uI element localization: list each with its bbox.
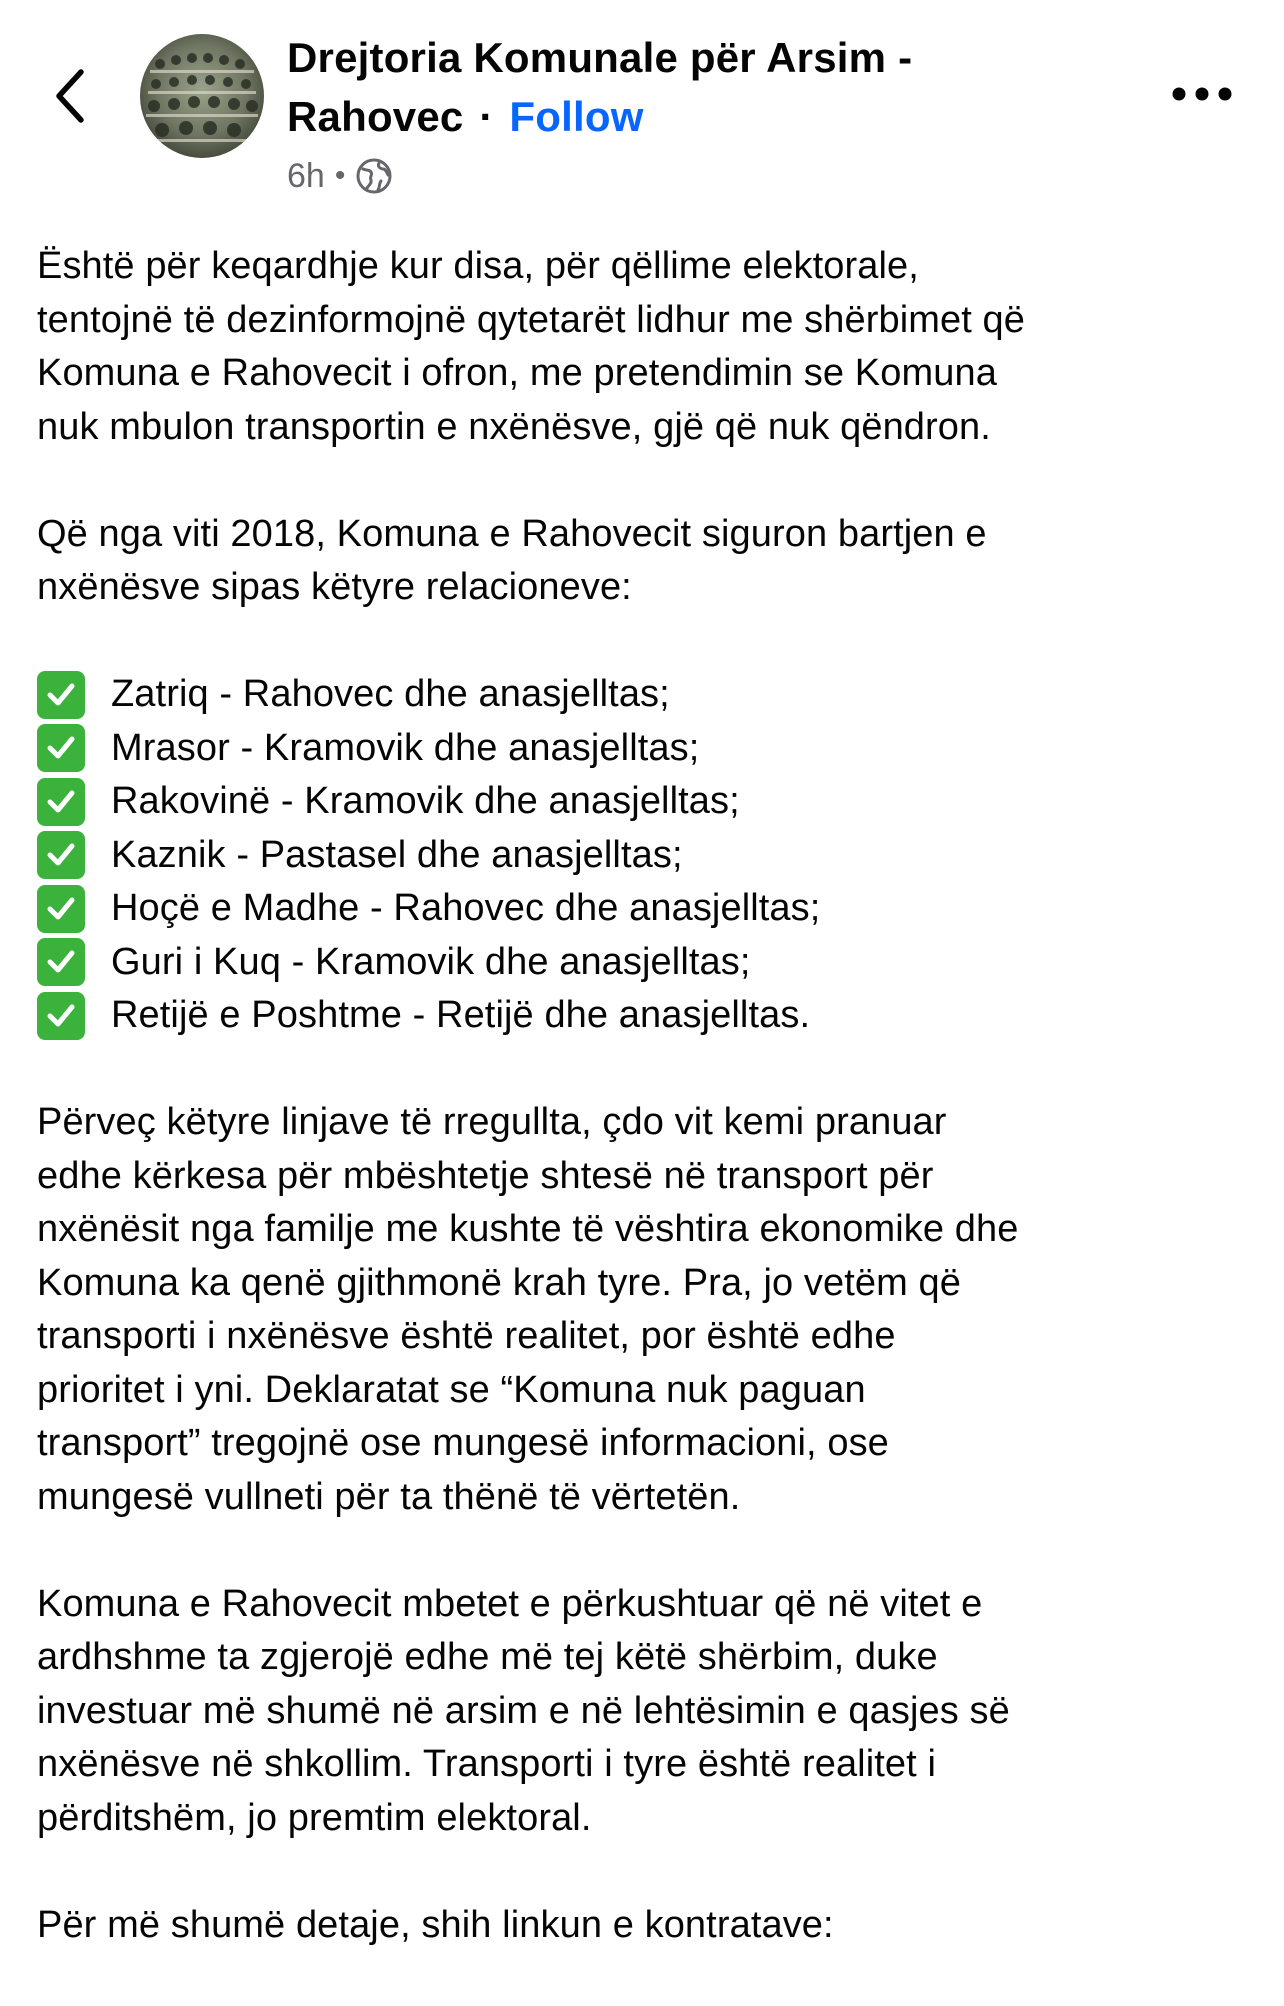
post-paragraph-1: Është për keqardhje kur disa, për qëllime elektorale, tentojnë të dezinformojnë qytetarët lidhur me shërbimet që Komuna e Rahovecit i ofron, me pretendimin se Komuna nuk mbulon transportin e nxënësve, gjë që nuk qëndron. [37, 245, 1026, 448]
page-name-line2[interactable]: Rahovec [287, 93, 464, 140]
route-item [37, 775, 1257, 829]
check-mark-icon [37, 831, 85, 879]
post-paragraph-3: Përveç këtyre linjave të rregullta, çdo vit kemi pranuar edhe kërkesa për mbështetje shtesë në transport për nxënësit nga familje me kushte të vështira ekonomike dhe Komuna ka qenë gjithmonë krah tyre. Pra, jo vetëm që transporti i nxënësve është realitet, por është edhe prioritet i yni. Deklaratat se “Komuna nuk paguan transport” tregojnë ose mungesë informacioni, ose mungesë vullneti për ta thënë të vërtetën. [37, 1101, 1019, 1518]
post-meta [287, 156, 1117, 196]
check-mark-icon [37, 938, 85, 986]
post-paragraph-2: Që nga viti 2018, Komuna e Rahovecit siguron bartjen e nxënësve sipas këtyre relacioneve: [37, 512, 987, 608]
route-label: Kaznik - Pastasel dhe anasjelltas; [111, 833, 683, 876]
route-item [37, 882, 1257, 936]
post-body [37, 240, 1257, 2006]
route-label: Mrasor - Kramovik dhe anasjelltas; [111, 726, 700, 769]
route-label: Zatriq - Rahovec dhe anasjelltas; [111, 673, 670, 715]
check-mark-icon [37, 671, 85, 719]
route-item [37, 989, 1257, 1043]
avatar-image [140, 34, 264, 158]
route-item [37, 936, 1257, 990]
check-mark-icon [37, 778, 85, 826]
meta-separator: • [334, 159, 346, 192]
check-mark-icon [37, 885, 85, 933]
post-paragraph-4: Komuna e Rahovecit mbetet e përkushtuar që në vitet e ardhshme ta zgjerojë edhe më tej këtë shërbim, duke investuar më shumë në arsim e në lehtësimin e qasjes së nxënësve në shkollim. Transporti i tyre është realitet i përditshëm, jo premtim elektoral. [37, 1582, 1010, 1839]
route-item [37, 722, 1257, 776]
more-options-button[interactable] [1164, 72, 1240, 116]
follow-button[interactable]: Follow [509, 93, 644, 140]
globe-icon [355, 157, 393, 195]
name-separator: · [479, 93, 494, 140]
check-mark-icon [37, 724, 85, 772]
route-list [37, 668, 1257, 1043]
page-avatar[interactable] [140, 34, 264, 158]
route-label: Guri i Kuq - Kramovik dhe anasjelltas; [111, 940, 751, 983]
route-item [37, 668, 1257, 722]
post-paragraph-5: Për më shumë detaje, shih linkun e kontratave: [37, 1903, 834, 1946]
route-label: Retijë e Poshtme - Retijë dhe anasjelltas. [111, 994, 811, 1036]
route-item [37, 829, 1257, 883]
page-name-line1[interactable]: Drejtoria Komunale për Arsim - [287, 34, 913, 81]
route-label: Rakovinë - Kramovik dhe anasjelltas; [111, 780, 740, 822]
page-info [287, 28, 1117, 196]
route-label: Hoçë e Madhe - Rahovec dhe anasjelltas; [111, 887, 821, 929]
back-button[interactable] [40, 58, 100, 134]
check-mark-icon [37, 992, 85, 1040]
post-timestamp[interactable]: 6h [287, 156, 325, 195]
chevron-left-icon [53, 68, 87, 124]
post-header [0, 0, 1284, 210]
page-name[interactable] [287, 28, 1117, 146]
more-dots-icon [1171, 86, 1233, 102]
